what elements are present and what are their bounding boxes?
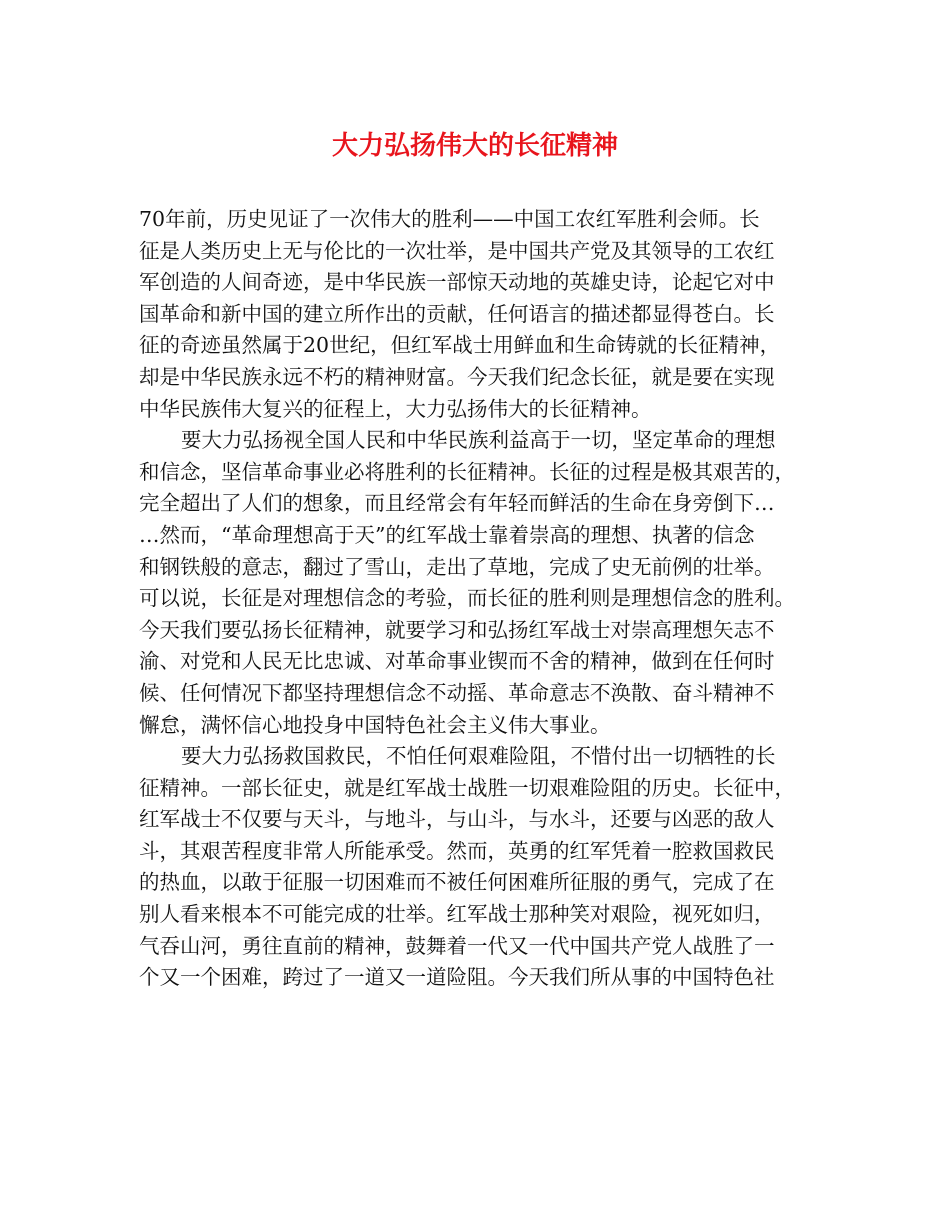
text-line: 完全超出了人们的想象，而且经常会有年轻而鲜活的生命在身旁倒下… — [139, 491, 775, 516]
text-line: 70年前，历史见证了一次伟大的胜利——中国工农红军胜利会师。长 — [139, 207, 760, 231]
text-line: 气吞山河，勇往直前的精神，鼓舞着一代又一代中国共产党人战胜了一 — [139, 933, 775, 958]
text-line: 候、任何情况下都坚持理想信念不动摇、革命意志不涣散、奋斗精神不 — [139, 680, 775, 705]
text-line: 和信念，坚信革命事业必将胜利的长征精神。长征的过程是极其艰苦的， — [139, 459, 795, 484]
text-line: …然而，“革命理想高于天”的红军战士靠着崇高的理想、执著的信念 — [139, 522, 755, 547]
text-line: 却是中华民族永远不朽的精神财富。今天我们纪念长征，就是要在实现 — [139, 364, 775, 389]
text-line: 斗，其艰苦程度非常人所能承受。然而，英勇的红军凭着一腔救国救民 — [139, 838, 775, 863]
text-line: 今天我们要弘扬长征精神，就要学习和弘扬红军战士对崇高理想矢志不 — [139, 617, 775, 642]
text-line: 和钢铁般的意志，翻过了雪山，走出了草地，完成了史无前例的壮举。 — [139, 554, 775, 579]
document-title: 大力弘扬伟大的长征精神 — [331, 131, 618, 161]
text-line: 征是人类历史上无与伦比的一次壮举，是中国共产党及其领导的工农红 — [139, 238, 775, 263]
document-body — [139, 204, 829, 994]
text-line: 别人看来根本不可能完成的壮举。红军战士那种笑对艰险，视死如归， — [139, 902, 775, 927]
text-line: 渝、对党和人民无比忠诚、对革命事业锲而不舍的精神，做到在任何时 — [139, 649, 775, 674]
text-line: 征的奇迹虽然属于20世纪，但红军战士用鲜血和生命铸就的长征精神， — [139, 333, 781, 358]
text-line: 国革命和新中国的建立所作出的贡献，任何语言的描述都显得苍白。长 — [139, 301, 775, 326]
text-line: 军创造的人间奇迹，是中华民族一部惊天动地的英雄史诗，论起它对中 — [139, 270, 775, 295]
text-line: 红军战士不仅要与天斗，与地斗，与山斗，与水斗，还要与凶恶的敌人 — [139, 807, 775, 832]
text-line: 个又一个困难，跨过了一道又一道险阻。今天我们所从事的中国特色社 — [139, 965, 775, 990]
text-line: 要大力弘扬视全国人民和中华民族利益高于一切，坚定革命的理想 — [181, 428, 776, 453]
text-line: 懈怠，满怀信心地投身中国特色社会主义伟大事业。 — [139, 712, 611, 737]
text-line: 征精神。一部长征史，就是红军战士战胜一切艰难险阻的历史。长征中， — [139, 775, 795, 800]
text-line: 中华民族伟大复兴的征程上，大力弘扬伟大的长征精神。 — [139, 396, 652, 421]
text-line: 要大力弘扬救国救民，不怕任何艰难险阻，不惜付出一切牺牲的长 — [181, 744, 776, 769]
text-line: 可以说，长征是对理想信念的考验，而长征的胜利则是理想信念的胜利。 — [139, 586, 795, 611]
text-line: 的热血，以敢于征服一切困难而不被任何困难所征服的勇气，完成了在 — [139, 870, 775, 895]
